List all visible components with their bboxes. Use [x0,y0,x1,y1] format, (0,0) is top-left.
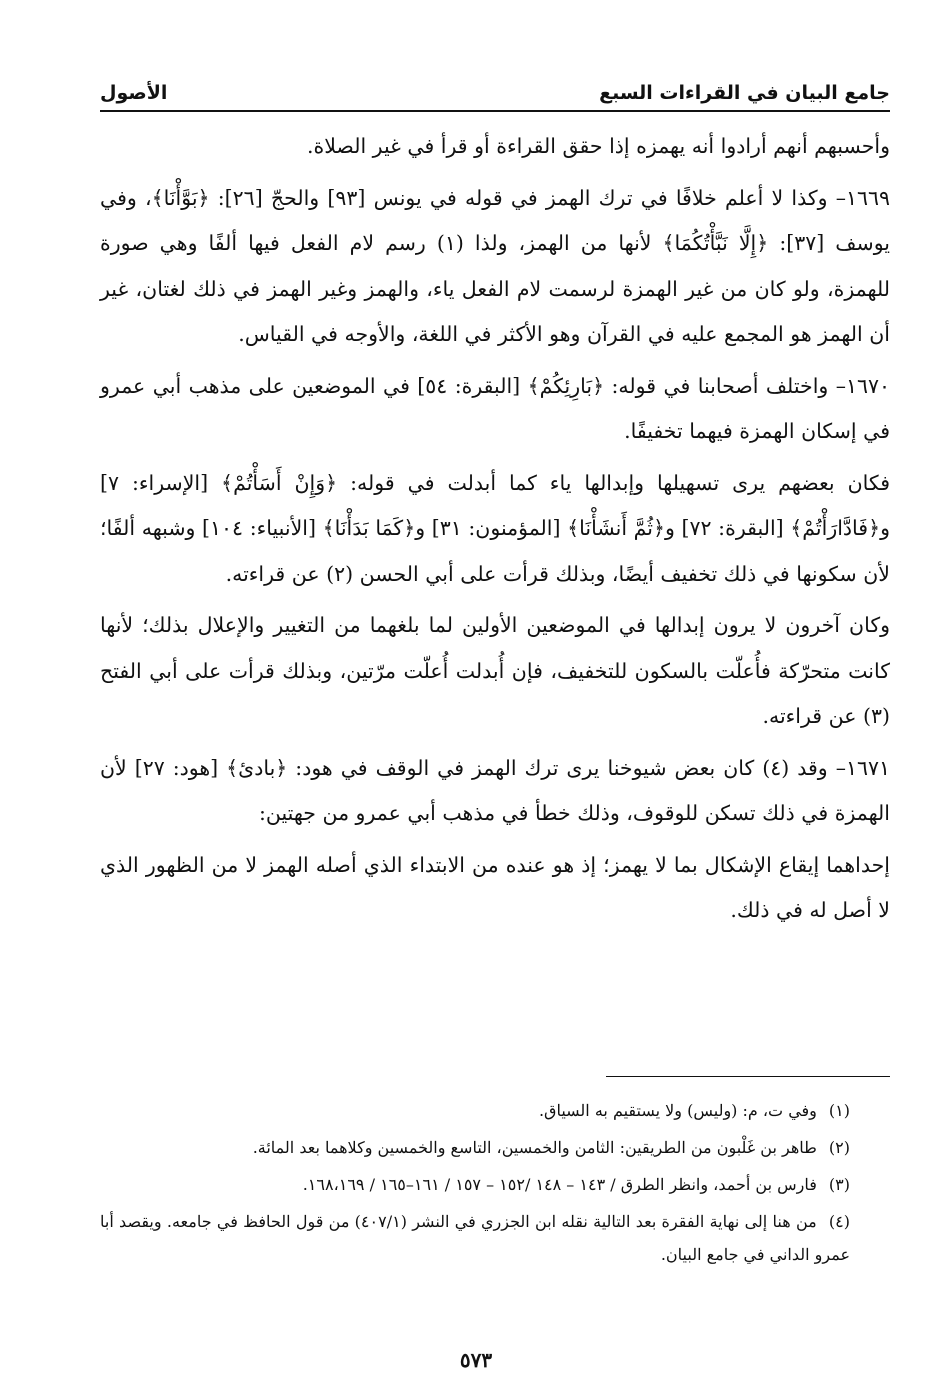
footnote [100,1168,850,1201]
main-text [100,124,890,940]
footnote [100,1094,850,1127]
footnote-number: (١) [828,1101,850,1120]
footnote-divider [606,1076,890,1077]
paragraph: ١٦٧٠– واختلف أصحابنا في قوله: ﴿بَارِئِكُمْ﴾ [البقرة: ٥٤] في الموضعين على مذهب أبي عمرو في إسكان الهمزة فيهما تخفيفًا. [100,373,890,443]
footnote-number: (٢) [828,1138,850,1157]
footnote-text: من هنا إلى نهاية الفقرة بعد التالية نقله ابن الجزري في النشر (٤٠٧/١) من قول الحافظ في جامعه. ويقصد أبا عمرو الداني في جامع البيان. [100,1212,850,1264]
footnote-text: وفي ت، م: (وليس) ولا يستقيم به السياق. [538,1101,817,1120]
paragraph: ١٦٦٩– وكذا لا أعلم خلافًا في ترك الهمز في قوله في يونس [٩٣] والحجّ [٢٦]: ﴿بَوَّأْنَا﴾، وفي يوسف [٣٧]: ﴿إِلَّا نَبَّأْتُكُمَا﴾ لأنها من الهمز، ولذا (١) رسم لام الفعل فيها ألفًا وهي صورة للهمزة، ولو كان من غير الهمزة لرسمت لام الفعل ياء، والهمز وغير الهمز في ذلك لغتان، غير أن الهمز هو المجمع عليه في القرآن وهو الأكثر في اللغة، والأوجه في القياس. [100,185,890,346]
header-divider [100,110,890,112]
page-number: ٥٧٣ [459,1348,493,1372]
footnote [100,1205,850,1271]
paragraph: وكان آخرون لا يرون إبدالها في الموضعين الأولين لما بلغهما من التغيير والإعلال بذلك؛ لأنها كانت متحرّكة فأُعلّت بالسكون للتخفيف، فإن أُبدلت أُعلّت مرّتين، وبذلك قرأت على أبي الفتح (٣) عن قراءته. [100,613,890,728]
footnotes [100,1094,850,1275]
paragraph: وأحسبهم أنهم أرادوا أنه يهمزه إذا حقق القراءة أو قرأ في غير الصلاة. [306,134,890,158]
footnote-text: طاهر بن غَلْبون من الطريقين: الثامن والخمسين، التاسع والخمسين وكلاهما بعد المائة. [252,1138,817,1157]
footnote-number: (٤) [828,1212,851,1231]
header-section-title: الأصول [100,82,168,104]
footnote [100,1131,850,1164]
paragraph: فكان بعضهم يرى تسهيلها وإبدالها ياء كما أبدلت في قوله: ﴿وَإِنْ أَسَأْتُمْ﴾ [الإسراء: ٧] و﴿فَادَّارَأْتُمْ﴾ [البقرة: ٧٢] و﴿ثُمَّ أَنشَأْنَا﴾ [المؤمنون: ٣١] و﴿كَمَا بَدَأْنَا﴾ [الأنبياء: ١٠٤] وشبهه ألفًا؛ لأن سكونها في ذلك تخفيف أيضًا، وبذلك قرأت على أبي الحسن (٢) عن قراءته. [100,470,891,586]
paragraph: إحداهما إيقاع الإشكال بما لا يهمز؛ إذ هو عنده من الابتداء الذي أصله الهمز لا من الظهور الذي لا أصل له في ذلك. [100,852,890,922]
footnote-number: (٣) [828,1175,850,1194]
header-book-title: جامع البيان في القراءات السبع [599,82,890,104]
footnote-text: فارس بن أحمد، وانظر الطرق / ١٤٣ – ١٤٨ /١٥٢ – ١٥٧ / ١٦١–١٦٥ / ١٦٨،١٦٩. [302,1175,817,1194]
running-header [100,70,890,104]
paragraph: ١٦٧١– وقد (٤) كان بعض شيوخنا يرى ترك الهمز في الوقف في هود: ﴿بادئ﴾ [هود: ٢٧] لأن الهمزة في ذلك تسكن للوقوف، وذلك خطأ في مذهب أبي عمرو من جهتين: [100,755,890,825]
